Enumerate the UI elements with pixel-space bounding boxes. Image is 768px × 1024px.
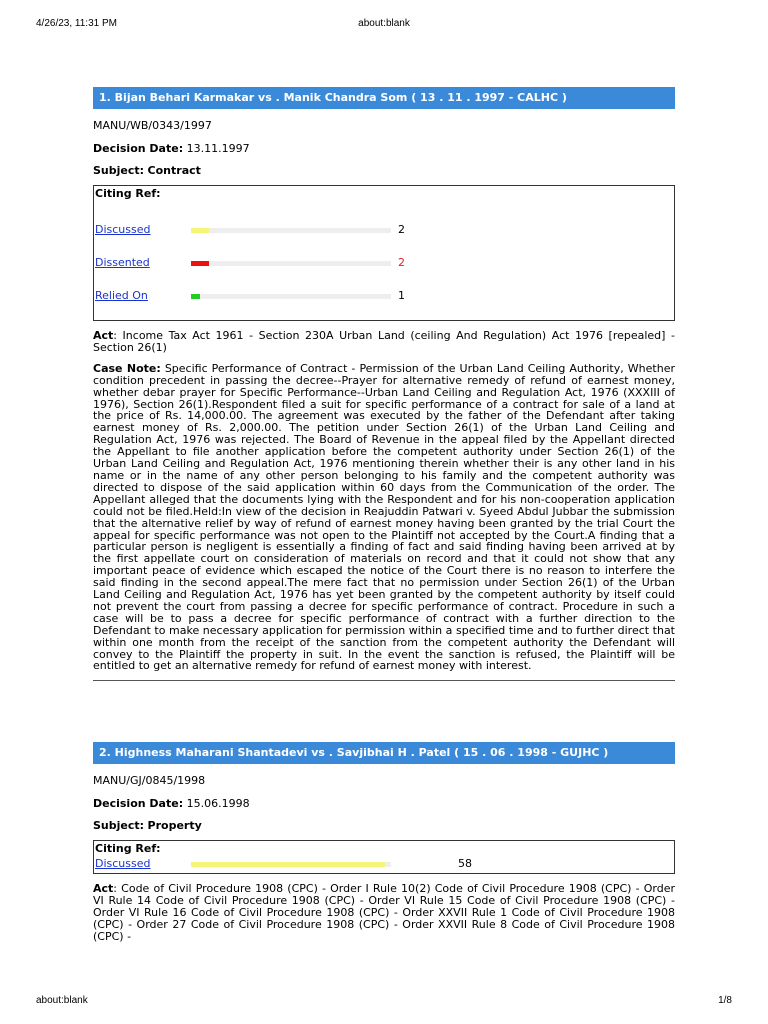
decision-date-label: Decision Date: xyxy=(93,797,184,811)
subject-label: Subject: xyxy=(93,164,145,177)
case-note xyxy=(93,363,675,673)
citing-ref-count: 2 xyxy=(398,256,405,269)
citing-ref-bar-track xyxy=(191,261,391,266)
citing-ref-bar-fill xyxy=(191,228,209,233)
decision-date-row xyxy=(93,797,675,810)
act-label: Act xyxy=(93,329,114,342)
act-value: : Code of Civil Procedure 1908 (CPC) - Order I Rule 10(2) Code of Civil Procedure 1908 (CPC) - Order VI Rule 14 Code of Civil Procedure 1908 (CPC) - Order VI Rule 15 Code of Civil Procedure 1908 (CPC) - Order VI Rule 16 Code of Civil Procedure 1908 (CPC) - Order XXVII Rule 1 Code of Civil Procedure 1908 (CPC) - Order 27 Code of Civil Procedure 1908 (CPC) - Order XXVII Rule 8 Code of Civil Procedure 1908 (CPC) - xyxy=(93,882,675,943)
case-title[interactable]: 1. Bijan Behari Karmakar vs . Manik Chandra Som ( 13 . 11 . 1997 - CALHC ) xyxy=(93,87,675,109)
act-value: : Income Tax Act 1961 - Section 230A Urban Land (ceiling And Regulation) Act 1976 [repealed] - Section 26(1) xyxy=(93,329,675,354)
citing-ref-label: Citing Ref: xyxy=(95,187,161,200)
case-citation: MANU/GJ/0845/1998 xyxy=(93,774,206,788)
page-number: 1/8 xyxy=(718,995,732,1006)
citing-ref-bar-track xyxy=(191,228,391,233)
print-page-title: about:blank xyxy=(358,18,410,29)
act-label: Act xyxy=(93,882,114,896)
subject-value: Contract xyxy=(147,164,201,177)
case-note-text: Specific Performance of Contract - Permission of the Urban Land Ceiling Authority, Whether condition precedent in passing the decree--Prayer for alternative remedy of refund of earnest money, whether debar prayer for Specific Performance--Urban Land Ceiling and Regulation Act, 1976 (XXXIII of 1976), Section 26(1).Respondent filed a suit for specific performance of a contract for sale of a land at the price of Rs. 14,000.00. The agreement was executed by the father of the Defendant after taking earnest money of Rs. 2,000.00. The petition under Section 26(1) of the Urban Land Ceiling and Regulation Act, 1976 was rejected. The Board of Revenue in the appeal filed by the Appellant directed the Appellant to file another application before the competent authority under Section 26(1) of the Urban Land Ceiling and Regulation Act, 1976 mentioning therein whether their is any other land in his name or in the name of any other person belonging to his family and the competent authority was directed to dispose of the said application within 60 days from the Communication of the order. The Appellant alleged that the documents lying with the Respondent and for his non-cooperation application could not be filed.Held:In view of the decision in Reajuddin Patwari v. Syeed Abdul Jubbar the submission that the alternative relief by way of refund of earnest money having been granted by the trial Court the appeal for specific performance was not open to the Plaintiff not accepted by the Court.A finding that a particular person is negligent is essentially a finding of fact and said finding having been arrived at by the first appellate court on consideration of materials on record and that it could not show that any important peace of evidence which escaped the notice of the Court there is no reason to interfere the said finding in the second appeal.The mere fact that no permission under Section 26(1) of the Urban Land Ceiling and Regulation Act, 1976 has yet been granted by the competent authority by itself could not prevent the court from passing a decree for specific performance of contract. Procedure in such a case will be to pass a decree for specific performance of contract with a further direction to the Defendant to make necessary application for permission within a specified time and to further direct that within one month from the receipt of the sanction from the competent authority the Defendant will convey to the Plaintiff the property in suit. In the event the sanction is refused, the Plaintiff will be entitled to get an alternative remedy for refund of earnest money with interest. xyxy=(93,361,675,673)
subject-value: Property xyxy=(147,819,202,833)
citing-ref-bar-fill xyxy=(191,862,385,867)
citing-ref-bar-fill xyxy=(191,261,209,266)
citing-ref-count: 1 xyxy=(398,289,405,302)
citing-ref-row xyxy=(94,857,674,871)
citing-ref-bar-fill xyxy=(191,294,200,299)
citing-ref-bar-track xyxy=(191,862,391,867)
case-note-label: Case Note: xyxy=(93,361,161,375)
subject-row xyxy=(93,164,675,177)
search-results xyxy=(93,87,675,943)
decision-date-value: 15.06.1998 xyxy=(186,797,250,811)
citing-ref-count: 2 xyxy=(398,223,405,236)
citing-ref-count: 58 xyxy=(458,857,472,871)
citing-ref-link[interactable]: Dissented xyxy=(95,256,150,269)
citing-ref-row xyxy=(94,256,674,270)
citing-ref-row xyxy=(94,223,674,237)
print-datetime: 4/26/23, 11:31 PM xyxy=(36,18,117,29)
citing-ref-box xyxy=(93,185,675,321)
case-title[interactable]: 2. Highness Maharani Shantadevi vs . Savjibhai H . Patel ( 15 . 06 . 1998 - GUJHC ) xyxy=(93,742,675,764)
subject-label: Subject: xyxy=(93,819,145,833)
citing-ref-box xyxy=(93,840,675,874)
print-footer-url: about:blank xyxy=(36,995,88,1006)
case-citation: MANU/WB/0343/1997 xyxy=(93,119,212,132)
citing-ref-link[interactable]: Relied On xyxy=(95,289,148,302)
section-divider xyxy=(93,680,675,681)
citing-ref-link[interactable]: Discussed xyxy=(95,223,151,236)
citing-ref-row xyxy=(94,289,674,303)
citing-ref-bar-track xyxy=(191,294,391,299)
act-text xyxy=(93,883,675,943)
decision-date-label: Decision Date: xyxy=(93,142,184,155)
decision-date-value: 13.11.1997 xyxy=(186,142,250,155)
decision-date-row xyxy=(93,142,675,155)
citing-ref-label: Citing Ref: xyxy=(95,842,161,856)
act-text xyxy=(93,330,675,354)
subject-row xyxy=(93,819,675,832)
citing-ref-link[interactable]: Discussed xyxy=(95,857,151,871)
